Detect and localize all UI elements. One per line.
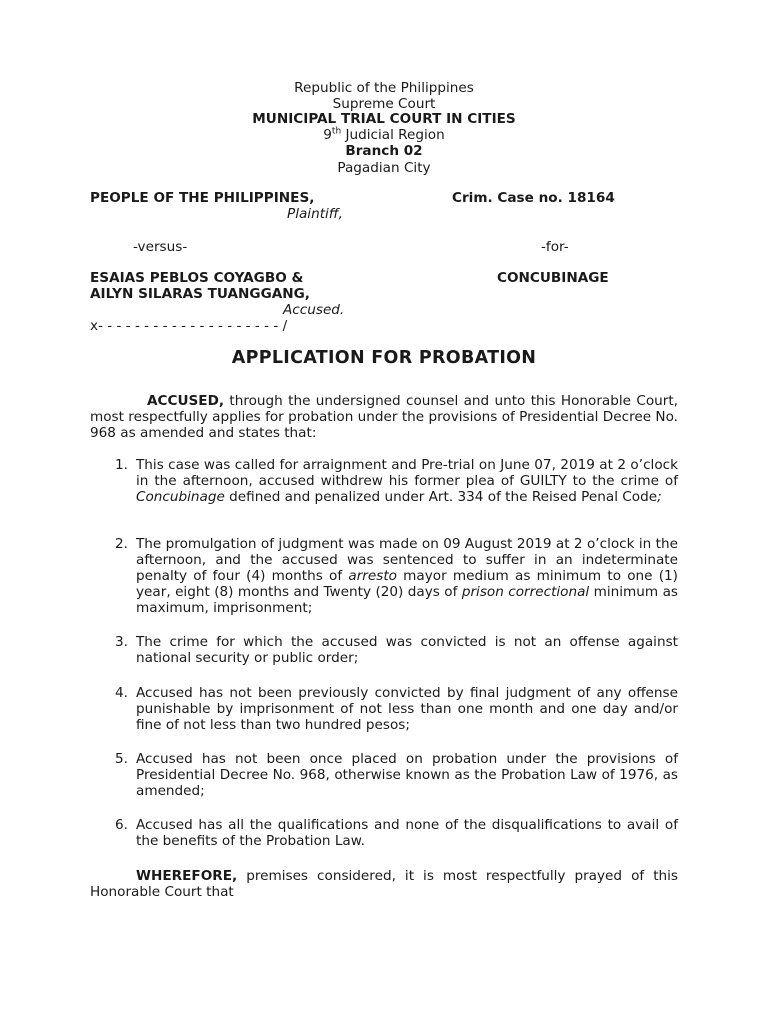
court-name: MUNICIPAL TRIAL COURT IN CITIES <box>252 111 516 127</box>
plaintiff-label: Plaintiff, <box>287 206 343 222</box>
item-number: 5. <box>115 751 128 767</box>
list-item: Accused has not been previously convicted by final judgment of any offense punishable by imprisonment of not less than one month and one day and/or fine of not less than two hundred pesos; <box>136 685 678 733</box>
offense: CONCUBINAGE <box>497 270 609 286</box>
list-item: The promulgation of judgment was made on 09 August 2019 at 2 o’clock in the afternoon, and the accused was sentenced to suffer in an indeterminate penalty of four (4) months of arresto mayor medium as minimum to one (1) year, eight (8) months and Twenty (20) days of prison correctional minimum as maximum, imprisonment; <box>136 536 678 616</box>
for-label: -for- <box>541 239 569 255</box>
city-line: Pagadian City <box>337 160 431 176</box>
supreme-court-line: Supreme Court <box>332 96 436 112</box>
caption-separator: x- - - - - - - - - - - - - - - - - - - - / <box>90 318 288 334</box>
accused-label: Accused. <box>283 302 345 318</box>
list-item: Accused has not been once placed on probation under the provisions of Presidential Decree No. 968, otherwise known as the Probation Law of 1976, as amended; <box>136 751 678 799</box>
document-title: APPLICATION FOR PROBATION <box>231 348 537 368</box>
item-number: 2. <box>115 536 128 552</box>
intro-paragraph: ACCUSED, through the undersigned counsel and unto this Honorable Court, most respectfully applies for probation under the provisions of Presidential Decree No. 968 as amended and states that: <box>90 393 678 441</box>
plaintiff-name: PEOPLE OF THE PHILIPPINES, <box>90 190 315 206</box>
case-number: Crim. Case no. 18164 <box>452 190 615 206</box>
item-number: 3. <box>115 634 128 650</box>
item-number: 1. <box>115 457 128 473</box>
wherefore-paragraph: WHEREFORE, premises considered, it is most respectfully prayed of this Honorable Court that <box>90 868 678 900</box>
branch-line: Branch 02 <box>345 143 423 159</box>
versus-label: -versus- <box>133 239 188 255</box>
item-number: 6. <box>115 817 128 833</box>
judicial-region: 9th Judicial Region <box>323 126 445 143</box>
accused-name-1: ESAIAS PEBLOS COYAGBO & <box>90 270 304 286</box>
list-item: Accused has all the qualifications and none of the disqualifications to avail of the benefits of the Probation Law. <box>136 817 678 849</box>
accused-name-2: AILYN SILARAS TUANGGANG, <box>90 286 310 302</box>
republic-line: Republic of the Philippines <box>294 80 474 96</box>
list-item: The crime for which the accused was convicted is not an offense against national security or public order; <box>136 634 678 666</box>
list-item: This case was called for arraignment and Pre-trial on June 07, 2019 at 2 o’clock in the afternoon, accused withdrew his former plea of GUILTY to the crime of Concubinage defined and penalized under Art. 334 of the Reised Penal Code; <box>136 457 678 505</box>
item-number: 4. <box>115 685 128 701</box>
